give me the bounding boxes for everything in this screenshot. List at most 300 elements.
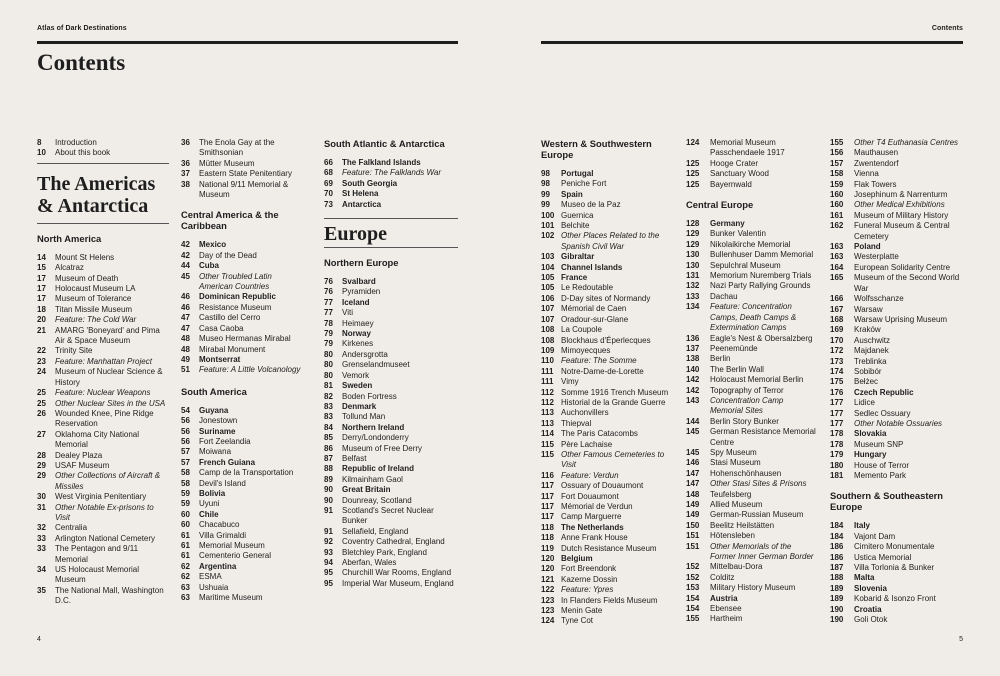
toc-entry (830, 169, 965, 179)
toc-entry-title: Wounded Knee, Pine Ridge Reservation (55, 408, 154, 429)
toc-entry-title: Czech Republic (854, 387, 914, 397)
toc-entry-title: US Holocaust Memorial Museum (55, 565, 140, 585)
toc-entry-page: 123 (541, 606, 555, 616)
toc-entry-title: Wolfsschanze (854, 294, 904, 304)
toc-entry-title: German-Russian Museum (710, 510, 804, 520)
toc-entry-title: Camp Marguerre (561, 512, 622, 522)
toc-entry (541, 471, 676, 481)
toc-entry-page: 154 (686, 593, 700, 603)
toc-entry-title: Feature: A Little Volcanology (199, 365, 301, 375)
toc-entry-page: 21 (37, 325, 46, 335)
toc-entry-page: 95 (324, 568, 333, 578)
toc-entry-title: Zwentendorf (854, 158, 899, 168)
toc-entry-page: 166 (830, 294, 844, 304)
toc-entry-title: Kilmainham Gaol (342, 474, 403, 484)
toc-entry (830, 315, 965, 325)
toc-entry (541, 221, 676, 231)
toc-entry-page: 107 (541, 304, 555, 314)
toc-entry-title: Guyana (199, 405, 229, 415)
toc-entry-title: Fort Douaumont (561, 491, 619, 501)
toc-entry-title: Austria (710, 593, 738, 603)
toc-entry (686, 159, 816, 169)
toc-entry-page: 140 (686, 364, 700, 374)
toc-entry-title: Museum of Tolerance (55, 294, 132, 304)
toc-entry-page: 152 (686, 562, 700, 572)
toc-entry-page: 129 (686, 239, 700, 249)
toc-entry-page: 160 (830, 190, 844, 200)
toc-entry (324, 200, 458, 210)
toc-entry (37, 492, 169, 502)
toc-entry-title: Channel Islands (561, 262, 623, 272)
toc-entry (181, 292, 305, 302)
toc-entry-title: European Solidarity Centre (854, 262, 951, 272)
toc-entry-title: Holocaust Memorial Berlin (710, 375, 804, 385)
toc-entry (324, 433, 458, 443)
toc-entry-page: 58 (181, 468, 190, 478)
toc-entry (37, 326, 169, 347)
toc-entry (541, 315, 676, 325)
toc-entry-title: Aberfan, Wales (342, 558, 397, 567)
toc-entry-title: Villa Grimaldi (199, 530, 246, 540)
toc-entry-title: Tollund Man (342, 412, 386, 422)
toc-entry-page: 63 (181, 582, 190, 592)
toc-entry-page: 17 (37, 294, 46, 304)
toc-entry-page: 77 (324, 308, 333, 318)
toc-entry-title: Croatia (854, 604, 882, 614)
toc-entry-title: Sedlec Ossuary (854, 408, 911, 418)
toc-entry (830, 242, 965, 252)
toc-entry-page: 108 (541, 325, 555, 335)
toc-entry-page: 10 (37, 148, 46, 158)
toc-entry-title: Beelitz Heilstätten (710, 520, 775, 530)
toc-entry (324, 402, 458, 412)
toc-entry-page: 66 (324, 158, 333, 167)
toc-entry-title: Slovenia (854, 583, 887, 593)
section-heading-americas: The Americas & Antarctica (37, 172, 156, 217)
toc-entry-title: Other Notable Ossuaries (854, 418, 943, 428)
toc-entry-title: Camp de la Transportation (199, 468, 294, 478)
toc-entry-page: 129 (686, 229, 700, 239)
toc-entry-title: Montserrat (199, 354, 241, 364)
toc-entry (181, 427, 305, 437)
toc-entry (830, 252, 965, 262)
toc-entry-title: Great Britain (342, 485, 391, 495)
toc-entry (686, 292, 816, 302)
toc-entry (686, 458, 816, 468)
toc-entry (686, 521, 816, 531)
toc-entry-title: AMARG 'Boneyard' and Pima Air & Space Museum (55, 325, 160, 346)
toc-entry (37, 409, 169, 430)
toc-entry-title: Mexico (199, 240, 227, 250)
toc-entry-page: 170 (830, 335, 844, 345)
toc-entry-page: 147 (686, 468, 700, 478)
toc-entry (181, 499, 305, 509)
toc-entry-page: 112 (541, 387, 554, 397)
toc-entry-title: Museum of Free Derry (342, 443, 423, 453)
toc-entry-title: Kraków (854, 325, 881, 335)
toc-entry-title: Oklahoma City National Memorial (55, 429, 140, 450)
toc-entry (830, 211, 965, 221)
toc-entry-page: 133 (686, 291, 700, 301)
toc-entry-page: 176 (830, 387, 844, 397)
toc-entry-title: Derry/Londonderry (342, 433, 409, 443)
toc-entry-title: Suriname (199, 426, 236, 436)
toc-entry (541, 419, 676, 429)
toc-entry-page: 84 (324, 422, 333, 432)
toc-entry (181, 334, 305, 344)
toc-entry (541, 211, 676, 221)
toc-entry-title: Dounreay, Scotland (342, 495, 412, 505)
toc-entry (181, 406, 305, 416)
toc-entry (541, 283, 676, 293)
toc-entry-page: 32 (37, 523, 46, 533)
toc-entry (686, 229, 816, 239)
toc-entry-title: The Pentagon and 9/11 Memorial (55, 544, 139, 564)
toc-entry-title: German Resistance Memorial Centre (710, 427, 816, 447)
toc-entry-page: 109 (541, 345, 555, 355)
toc-entry (324, 548, 458, 558)
toc-entry (541, 263, 676, 273)
toc-entry (37, 586, 169, 607)
toc-entry-page: 49 (181, 354, 190, 364)
toc-entry-page: 58 (181, 478, 190, 488)
page-title: Contents (37, 50, 126, 75)
toc-entry (324, 579, 458, 589)
toc-entry-title: Treblinka (854, 356, 887, 366)
toc-entry (324, 360, 458, 370)
toc-entry-title: West Virginia Penitentiary (55, 492, 147, 502)
toc-entry (541, 408, 676, 418)
toc-entry-page: 73 (324, 199, 333, 209)
toc-entry (37, 534, 169, 544)
toc-entry (324, 527, 458, 537)
toc-entry-page: 82 (324, 391, 333, 401)
toc-entry-page: 178 (830, 429, 844, 439)
toc-entry-title: Stasi Museum (710, 458, 761, 468)
toc-entry-page: 62 (181, 572, 190, 582)
toc-entry (830, 605, 965, 615)
toc-entry-page: 18 (37, 304, 46, 314)
toc-entry (686, 500, 816, 510)
toc-entry (324, 423, 458, 433)
toc-entry-page: 42 (181, 240, 190, 250)
toc-entry-title: Mémorial de Caen (561, 304, 627, 314)
toc-entry-title: Scotland's Secret Nuclear Bunker (342, 505, 434, 526)
toc-entry-page: 111 (541, 366, 554, 376)
toc-entry-page: 113 (541, 408, 554, 418)
toc-entry (686, 614, 816, 624)
page-number-right: 5 (959, 636, 963, 643)
toc-entry-title: Mémorial de Verdun (561, 502, 633, 511)
toc-entry-title: Vajont Dam (854, 531, 896, 541)
toc-entry-title: Bełżec (854, 377, 879, 387)
toc-entry-page: 179 (830, 450, 844, 460)
toc-entry-title: Tyne Cot (561, 616, 594, 626)
toc-entry-title: Chile (199, 509, 219, 519)
toc-entry (37, 253, 169, 263)
toc-entry-title: Malta (854, 573, 875, 583)
toc-entry (830, 584, 965, 594)
toc-entry-title: Argentina (199, 561, 237, 571)
toc-entry-title: Introduction (55, 138, 97, 147)
toc-entry-title: Ustica Memorial (854, 552, 912, 562)
toc-entry (37, 471, 169, 492)
toc-entry-page: 17 (37, 284, 46, 294)
toc-entry-title: Norway (342, 329, 371, 339)
toc-entry (686, 169, 816, 179)
toc-entry (830, 573, 965, 583)
toc-entry (541, 512, 676, 522)
toc-entry-page: 190 (830, 604, 844, 614)
toc-entry (541, 336, 676, 346)
toc-entry-title: Cementerio General (199, 551, 272, 561)
toc-entry-title: The Netherlands (561, 522, 624, 532)
toc-entry-title: Resistance Museum (199, 302, 272, 312)
toc-entry-title: Hartheim (710, 614, 743, 624)
toc-entry (181, 355, 305, 365)
toc-entry-page: 124 (686, 138, 700, 147)
toc-entry (37, 451, 169, 461)
toc-entry-title: Feature: Concentration Camps, Death Camps & Extermination Camps (710, 302, 797, 333)
toc-entry (541, 398, 676, 408)
toc-entry-page: 69 (324, 178, 333, 188)
toc-entry (830, 542, 965, 552)
toc-entry (37, 357, 169, 367)
toc-entry (181, 240, 305, 250)
toc-entry (541, 429, 676, 439)
toc-entry (37, 503, 169, 524)
toc-entry (686, 375, 816, 385)
toc-entry (324, 412, 458, 422)
toc-entry-title: Museum SNP (854, 439, 904, 449)
toc-entry-page: 91 (324, 505, 333, 515)
toc-entry-page: 150 (686, 520, 700, 530)
toc-entry-title: Andersgrotta (342, 349, 388, 359)
toc-entry (324, 485, 458, 495)
toc-entry-title: Museum of Military History (854, 210, 949, 220)
toc-entry-page: 188 (830, 573, 844, 583)
toc-entry (324, 277, 458, 287)
toc-entry (686, 281, 816, 291)
toc-entry-title: Maritime Museum (199, 593, 263, 603)
toc-entry-page: 148 (686, 489, 700, 499)
toc-entry-title: Other Troubled Latin American Countries (199, 271, 272, 292)
toc-entry-title: Vemork (342, 370, 370, 380)
toc-entry (686, 240, 816, 250)
toc-entry (181, 251, 305, 261)
toc-entry-title: Mütter Museum (199, 158, 255, 168)
toc-entry-title: Denmark (342, 401, 377, 411)
toc-entry (686, 386, 816, 396)
subsection-southern-europe: Southern & Southeastern Europe (830, 490, 944, 513)
toc-entry (324, 179, 458, 189)
toc-entry-page: 81 (324, 381, 333, 391)
toc-entry-page: 130 (686, 250, 700, 260)
toc-entry (541, 346, 676, 356)
toc-entry (541, 596, 676, 606)
toc-entry-page: 186 (830, 552, 844, 562)
toc-entry-page: 80 (324, 349, 333, 359)
toc-entry-title: Jonestown (199, 416, 238, 426)
toc-entry-title: French Guiana (199, 457, 256, 467)
toc-entry-title: Svalbard (342, 277, 376, 287)
toc-entry (324, 496, 458, 506)
toc-entry-page: 85 (324, 433, 333, 443)
toc-entry-page: 189 (830, 594, 844, 604)
toc-entry-title: Sweden (342, 381, 373, 391)
toc-entry-title: Mimoyecques (561, 345, 611, 355)
toc-entry (541, 481, 676, 491)
toc-entry-title: Kirkenes (342, 339, 374, 349)
toc-entry-page: 122 (541, 585, 555, 595)
toc-entry-page: 155 (830, 138, 844, 147)
toc-entry-page: 76 (324, 287, 333, 297)
toc-entry-title: Belfast (342, 453, 367, 463)
toc-entry (686, 469, 816, 479)
toc-entry (181, 489, 305, 499)
toc-entry-page: 116 (541, 470, 554, 480)
toc-entry (686, 531, 816, 541)
toc-entry-title: Uyuni (199, 499, 220, 509)
toc-entry-title: The Berlin Wall (710, 364, 764, 374)
toc-entry-title: Dominican Republic (199, 292, 276, 302)
toc-entry (324, 308, 458, 318)
toc-entry (830, 521, 965, 531)
toc-entry-title: Moiwana (199, 447, 232, 457)
toc-entry-title: Feature: The Falklands War (342, 168, 442, 178)
toc-entry-title: Blockhaus d'Éperlecques (561, 335, 651, 345)
toc-entry-title: Hooge Crater (710, 158, 759, 168)
toc-entry-title: Other T4 Euthanasia Centres (854, 138, 959, 147)
toc-entry (686, 573, 816, 583)
toc-entry-page: 146 (686, 458, 700, 468)
toc-entry-title: Viti (342, 308, 353, 318)
toc-entry (830, 377, 965, 387)
toc-entry-page: 115 (541, 439, 554, 449)
toc-entry (686, 180, 816, 190)
toc-entry (324, 319, 458, 329)
toc-entry-page: 86 (324, 443, 333, 453)
toc-entry-title: Ebensee (710, 604, 742, 614)
toc-entry (181, 572, 305, 582)
toc-entry (686, 138, 816, 159)
toc-entry (541, 169, 676, 179)
toc-column-6 (830, 138, 965, 625)
toc-entry-page: 42 (181, 250, 190, 260)
toc-entry (181, 437, 305, 447)
toc-entry-title: Sanctuary Wood (710, 169, 769, 179)
toc-entry-page: 57 (181, 447, 190, 457)
toc-entry-page: 102 (541, 231, 555, 241)
toc-entry (181, 272, 305, 293)
toc-entry (181, 365, 305, 375)
toc-entry-title: Colditz (710, 572, 735, 582)
toc-entry (541, 575, 676, 585)
toc-entry-page: 173 (830, 356, 844, 366)
toc-entry-title: Kobarid & Isonzo Front (854, 594, 936, 604)
toc-entry (830, 336, 965, 346)
toc-entry (324, 158, 458, 168)
toc-entry-page: 61 (181, 541, 190, 550)
toc-entry (181, 313, 305, 323)
toc-entry-page: 90 (324, 485, 333, 495)
toc-entry-title: Titan Missile Museum (55, 304, 133, 314)
toc-entry (686, 562, 816, 572)
toc-entry-title: Feature: Ypres (561, 585, 614, 595)
toc-entry (37, 274, 169, 284)
toc-entry-title: Vienna (854, 169, 879, 179)
toc-entry (830, 594, 965, 604)
toc-entry-title: Museum of the Second World War (854, 273, 960, 293)
toc-entry (181, 562, 305, 572)
toc-entry (181, 479, 305, 489)
toc-entry (830, 429, 965, 439)
toc-entry-page: 118 (541, 522, 554, 532)
toc-entry (830, 388, 965, 398)
toc-entry-title: Spain (561, 189, 583, 199)
toc-entry-page: 152 (686, 572, 700, 582)
toc-entry-title: Cuba (199, 261, 219, 271)
toc-entry-title: Devil's Island (199, 478, 246, 488)
toc-entry-page: 165 (830, 273, 844, 283)
toc-entry (686, 250, 816, 260)
toc-entry-title: Bunker Valentin (710, 229, 766, 239)
toc-entry-page: 180 (830, 460, 844, 470)
toc-entry (181, 531, 305, 541)
toc-entry (686, 510, 816, 520)
toc-entry (830, 553, 965, 563)
toc-entry-page: 24 (37, 367, 46, 377)
toc-entry-title: Memento Park (854, 471, 907, 480)
toc-entry-title: Other Medical Exhibitions (854, 200, 945, 210)
section-heading-europe: Europe (324, 223, 387, 246)
toc-entry (181, 593, 305, 603)
toc-entry-title: Other Memorials of the Former Inner German Border (710, 541, 814, 562)
toc-entry-page: 105 (541, 283, 555, 293)
toc-entry-title: Sepulchral Museum (710, 260, 781, 270)
toc-entry-page: 159 (830, 179, 844, 189)
toc-entry (541, 616, 676, 626)
toc-entry-page: 88 (324, 464, 333, 474)
toc-entry-page: 125 (686, 179, 700, 189)
toc-entry-page: 95 (324, 578, 333, 588)
toc-entry-page: 155 (686, 614, 700, 624)
toc-entry-title: Teufelsberg (710, 489, 752, 499)
toc-entry-title: Trinity Site (55, 346, 93, 356)
toc-entry (37, 544, 169, 565)
toc-entry-title: Boden Fortress (342, 391, 397, 401)
toc-entry-page: 151 (686, 541, 700, 551)
toc-entry-title: Other Nuclear Sites in the USA (55, 398, 166, 408)
toc-entry-page: 132 (686, 281, 700, 291)
toc-entry-page: 54 (181, 405, 190, 415)
toc-entry-title: Hötensleben (710, 531, 755, 541)
toc-entry (324, 444, 458, 454)
toc-entry (541, 200, 676, 210)
toc-entry-title: Ossuary of Douaumont (561, 481, 644, 491)
toc-entry-page: 119 (541, 543, 554, 553)
toc-entry-title: Casa Caoba (199, 323, 244, 333)
toc-entry (181, 551, 305, 561)
toc-entry (181, 541, 305, 551)
toc-entry-title: France (561, 273, 588, 283)
toc-entry (830, 398, 965, 408)
toc-entry-title: Nazi Party Rallying Grounds (710, 281, 811, 291)
toc-entry-page: 59 (181, 499, 190, 509)
toc-entry (181, 468, 305, 478)
toc-entry (830, 532, 965, 542)
toc-entry-page: 23 (37, 356, 46, 366)
